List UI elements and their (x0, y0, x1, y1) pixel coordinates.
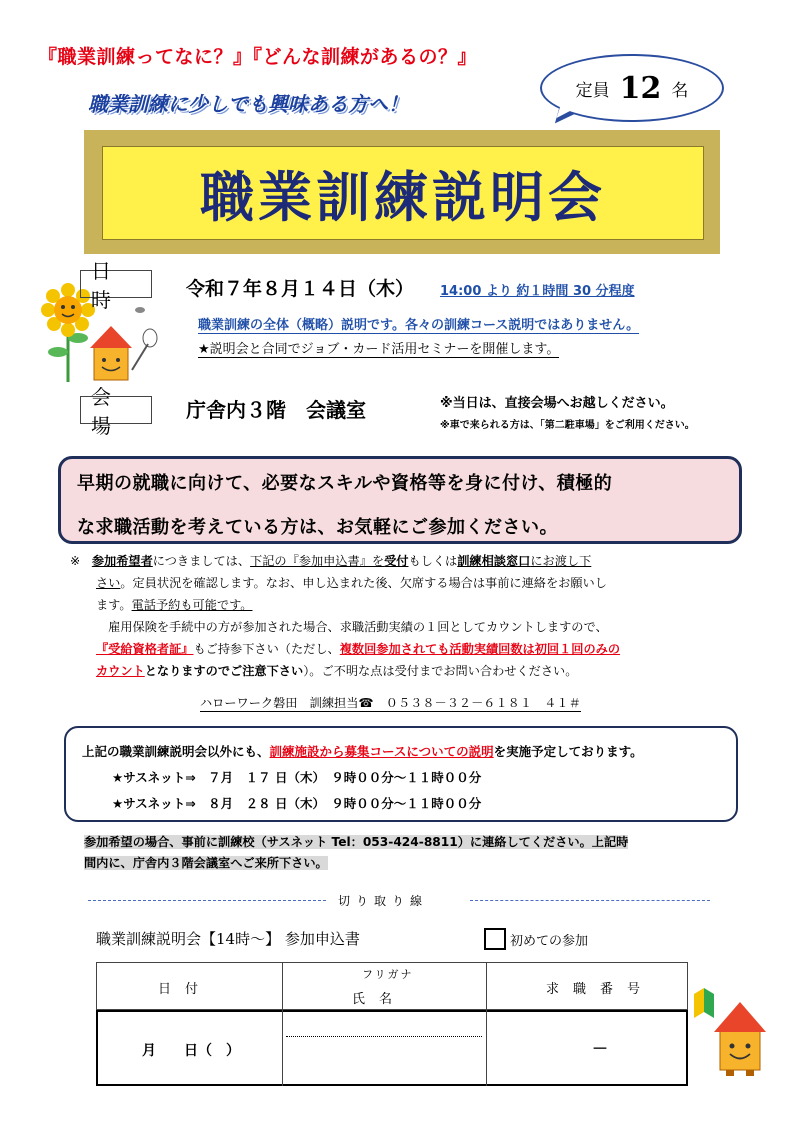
name-input[interactable] (286, 1040, 482, 1082)
col-date-header: 日付 (158, 982, 213, 997)
house-mascot-illustration (690, 984, 770, 1084)
subtitle: 職業訓練に少しでも興味ある方へ！ (88, 92, 408, 116)
table-divider-2 (486, 962, 487, 1086)
house-mascot-icon (714, 1002, 766, 1076)
parking-note: ※車で来られる方は、「第二駐車場」をご利用ください。 (440, 420, 695, 431)
sessions-footnote: 参加希望の場合、事前に訓練校（サスネット Tel：053-424-8811）に連絡してください。上記時 間内に、庁舎内３階会議室へご来所下さい。 (84, 835, 629, 870)
col-number-header: 求職番号 (546, 982, 655, 997)
title-plaque-face (102, 146, 704, 240)
contact-info: ハローワーク磐田 訓練担当☎ ０５３８－３２－６１８１ ４１＃ (200, 696, 581, 710)
beginner-mark-icon (694, 988, 714, 1018)
capacity-unit: 名 (671, 80, 689, 101)
date-label: 日 時 (80, 270, 152, 298)
cut-line-right (470, 900, 710, 901)
first-time-label: 初めての参加 (510, 934, 589, 949)
first-time-checkbox[interactable] (484, 928, 506, 950)
invitation-banner (58, 456, 742, 544)
form-title: 職業訓練説明会【14時～】 参加申込書 (96, 930, 360, 948)
event-date: 令和７年８月１４日（木） (186, 278, 415, 300)
session-row-2: ★サスネット⇒ ８月 ２８ 日（木） ９時００分～１１時００分 (112, 796, 482, 811)
notes-row-1: ※ 参加希望者につきましては、下記の『参加申込書』を受付もしくは訓練相談窓口にお渡し下 (70, 554, 592, 568)
furigana-input[interactable] (286, 1014, 482, 1034)
banner-line-1: 早期の就職に向けて、必要なスキルや資格等を身に付け、積極的 (77, 473, 613, 494)
question-heading: 『職業訓練ってなに？』『どんな訓練があるの？』 (38, 46, 478, 68)
col-furigana-header: フリガナ (362, 968, 414, 981)
overview-note: 職業訓練の全体（概略）説明です。各々の訓練コース説明ではありません。 (198, 314, 639, 334)
date-input-field[interactable]: 月 日（ ） (142, 1043, 240, 1059)
seminar-note: ★説明会と合同でジョブ・カード活用セミナーを開催します。 (198, 338, 559, 358)
session-row-1: ★サスネット⇒ ７月 １７ 日（木） ９時００分～１１時００分 (112, 770, 482, 785)
cut-line-left (88, 900, 326, 901)
cut-line-label: 切り取り線 (338, 894, 429, 908)
application-notes (70, 550, 720, 682)
banner-line-2: な求職活動を考えている方は、お気軽にご参加ください。 (77, 517, 558, 538)
col-name-header: 氏名 (352, 992, 407, 1007)
furigana-dotted-line (286, 1036, 482, 1037)
notes-row-2: さい。定員状況を確認します。なお、申し込まれた後、欠席する場合は事前に連絡をお願いし (96, 576, 607, 590)
event-place: 庁舎内３階 会議室 (186, 398, 366, 422)
capacity-number: 12 (619, 70, 662, 106)
capacity-label: 定員 (575, 80, 610, 101)
place-label: 会 場 (80, 396, 152, 424)
place-note: ※当日は、直接会場へお越しください。 (440, 396, 674, 411)
job-number-input[interactable]: － (592, 1039, 609, 1058)
notes-row-4: 雇用保険を手続中の方が参加された場合、求職活動実績の１回としてカウントしますので、 (96, 620, 608, 634)
page-title: 職業訓練説明会 (200, 165, 606, 229)
notes-row-3: ます。電話予約も可能です。 (96, 598, 253, 612)
notes-row-5: 『受給資格者証』もご持参下さい（ただし、複数回参加されても活動実績回数は初回１回のみの (96, 642, 621, 656)
house-mascot-icon (90, 307, 157, 380)
notes-row-6: カウントとなりますのでご注意下さい）。ご不明な点は受付までお問い合わせください。 (96, 664, 578, 678)
sessions-heading: 上記の職業訓練説明会以外にも、訓練施設から募集コースについての説明を実施予定しております。 (82, 744, 643, 759)
event-time: 14:00 より 約１時間 30 分程度 (440, 284, 635, 299)
table-divider-1 (282, 962, 283, 1086)
